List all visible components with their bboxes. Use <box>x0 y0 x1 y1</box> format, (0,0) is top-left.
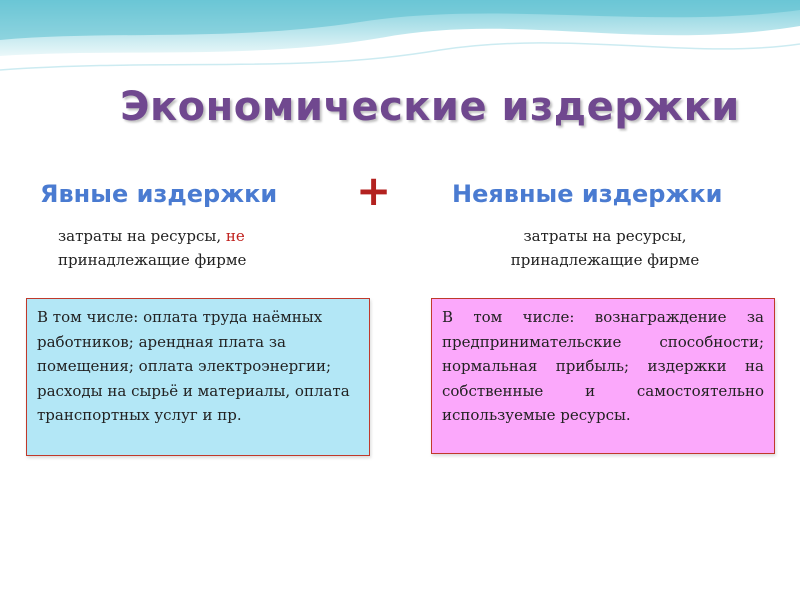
negation-highlight: не <box>225 227 245 245</box>
explicit-costs-heading: Явные издержки <box>40 180 278 208</box>
explicit-definition-text: затраты на ресурсы, <box>58 227 226 245</box>
slide-title: Экономические издержки <box>120 84 740 130</box>
decorative-wave-header <box>0 0 800 80</box>
explicit-costs-examples-box: В том числе: оплата труда наёмных работников; арендная плата за помещения; оплата электроэнергии; расходы на сырьё и материалы, оплата транспортных услуг и пр. <box>26 298 370 456</box>
explicit-definition-text-2: принадлежащие фирме <box>58 251 247 269</box>
implicit-costs-definition <box>470 224 740 272</box>
implicit-definition-line-2: принадлежащие фирме <box>510 251 700 269</box>
implicit-costs-examples-box: В том числе: вознаграждение за предпринимательские способности; нормальная прибыль; издержки на собственные и самостоятельно используемые ресурсы. <box>431 298 775 454</box>
implicit-definition-line-1: затраты на ресурсы, <box>523 227 687 245</box>
explicit-costs-definition <box>58 224 328 272</box>
plus-sign: + <box>356 166 392 215</box>
implicit-costs-heading: Неявные издержки <box>452 180 723 208</box>
